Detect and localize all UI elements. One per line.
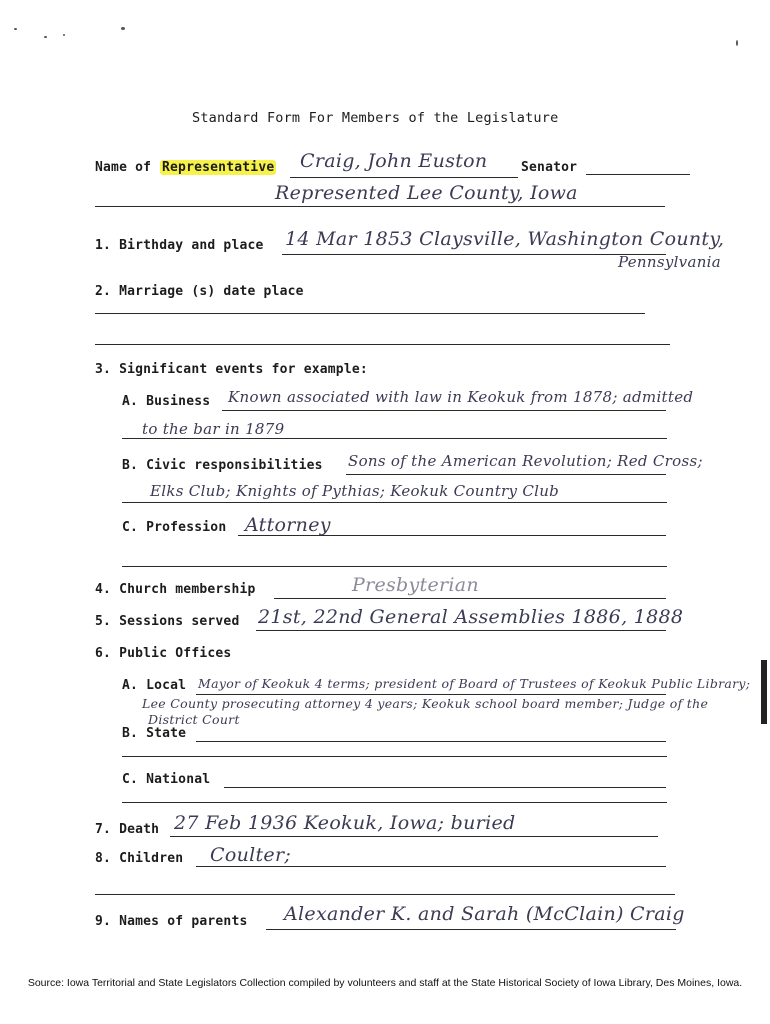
parents-label: 9. Names of parents (95, 914, 248, 929)
business-handwriting: Known associated with law in Keokuk from 1878; admitted (228, 388, 694, 406)
representative-label (160, 160, 276, 175)
business-line (222, 410, 666, 411)
children-line (196, 866, 666, 867)
parents-handwriting: Alexander K. and Sarah (McClain) Craig (284, 903, 685, 925)
profession-handwriting: Attorney (245, 514, 331, 536)
name-label: Name of (95, 160, 152, 175)
birthday-label: 1. Birthday and place (95, 238, 264, 253)
local-handwriting-2: Lee County prosecuting attorney 4 years; Keokuk school board member; Judge of the (142, 696, 709, 711)
source-caption: Source: Iowa Territorial and State Legislators Collection compiled by volunteers and staff at the State Historical Society of Iowa Library, Des Moines, Iowa. (27, 977, 743, 989)
form-title: Standard Form For Members of the Legislature (192, 110, 559, 126)
church-line (274, 598, 666, 599)
birthday-handwriting: 14 Mar 1853 Claysville, Washington County, (285, 228, 725, 250)
name-handwriting: Craig, John Euston (300, 150, 488, 172)
children-line-2 (95, 894, 675, 895)
scan-speck (14, 28, 17, 30)
civic-line-2 (122, 502, 667, 503)
sessions-line (256, 630, 666, 631)
marriage-line-2 (95, 344, 670, 345)
sessions-label: 5. Sessions served (95, 614, 240, 629)
scan-speck (63, 34, 65, 36)
civic-handwriting: Sons of the American Revolution; Red Cross; (348, 452, 703, 470)
profession-label: C. Profession (122, 520, 227, 535)
name-line-2 (95, 206, 665, 207)
birthday-handwriting-2: Pennsylvania (618, 253, 722, 271)
scan-edge-mark (761, 660, 767, 724)
events-label: 3. Significant events for example: (95, 362, 368, 377)
profession-line-2 (122, 566, 667, 567)
represented-handwriting: Represented Lee County, Iowa (275, 182, 578, 204)
representative-highlight: Representative (162, 160, 275, 175)
business-label: A. Business (122, 394, 211, 409)
local-handwriting-3: District Court (148, 712, 240, 727)
offices-label: 6. Public Offices (95, 646, 232, 661)
civic-line (346, 474, 666, 475)
state-line-2 (122, 756, 667, 757)
children-handwriting: Coulter; (210, 844, 292, 866)
birthday-line (282, 254, 666, 255)
business-handwriting-2: to the bar in 1879 (142, 420, 285, 438)
parents-line (266, 929, 676, 930)
children-label: 8. Children (95, 851, 184, 866)
name-line (290, 177, 518, 178)
national-label: C. National (122, 772, 211, 787)
national-line (224, 787, 666, 788)
death-label: 7. Death (95, 822, 160, 837)
church-handwriting: Presbyterian (352, 574, 479, 596)
scan-speck (44, 36, 47, 38)
sessions-handwriting: 21st, 22nd General Assemblies 1886, 1888 (258, 606, 684, 628)
scan-speck (121, 27, 125, 30)
state-line (196, 741, 666, 742)
local-line (196, 694, 666, 695)
senator-label: Senator (521, 160, 578, 175)
death-line (170, 836, 658, 837)
marriage-label: 2. Marriage (s) date place (95, 284, 304, 299)
civic-label: B. Civic responsibilities (122, 458, 323, 473)
senator-line (586, 174, 690, 175)
state-label: B. State (122, 726, 187, 741)
scan-speck (736, 40, 738, 46)
local-label: A. Local (122, 678, 187, 693)
death-handwriting: 27 Feb 1936 Keokuk, Iowa; buried (174, 812, 516, 834)
church-label: 4. Church membership (95, 582, 256, 597)
civic-handwriting-2: Elks Club; Knights of Pythias; Keokuk Country Club (150, 482, 560, 500)
business-line-2 (122, 438, 667, 439)
marriage-line (95, 313, 645, 314)
national-line-2 (122, 802, 667, 803)
local-handwriting: Mayor of Keokuk 4 terms; president of Board of Trustees of Keokuk Public Library; (198, 676, 751, 691)
